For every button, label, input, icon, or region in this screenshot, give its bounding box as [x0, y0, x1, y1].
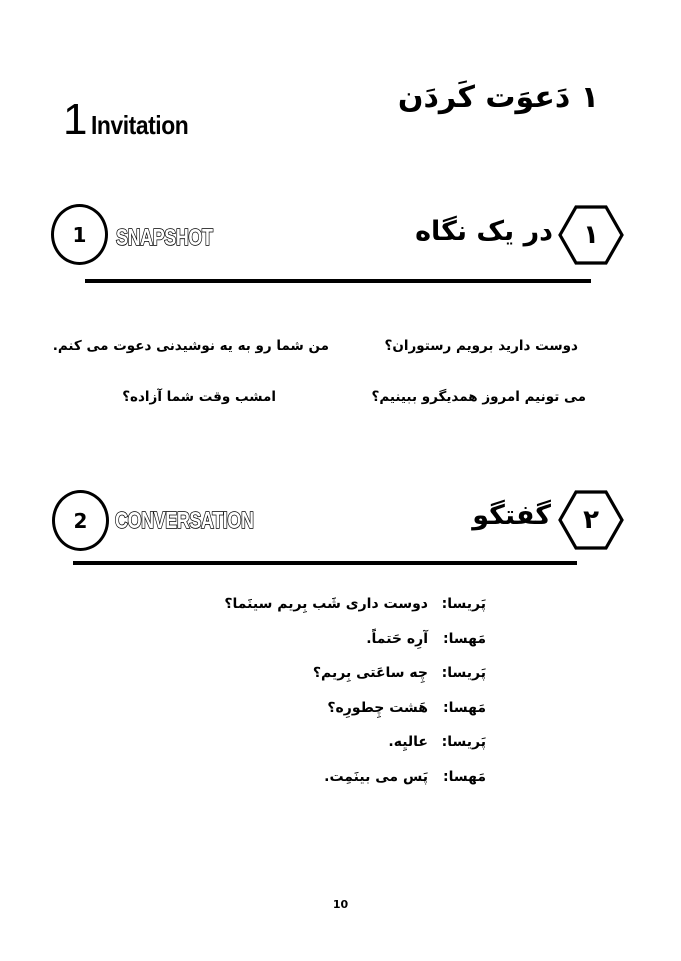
section-number-circle — [51, 204, 108, 265]
dialogue-text: چِه ساعَتی بِریم؟ — [312, 665, 428, 681]
speaker-name: مَهسا: — [442, 699, 486, 716]
section-label-conversation: CONVERSATION — [115, 507, 254, 533]
dialogue-line — [224, 665, 486, 700]
speaker-name: پَریسا: — [441, 596, 486, 612]
dialogue-line — [224, 700, 486, 735]
hexagon-number: ۱ — [583, 220, 599, 250]
speaker-name: پَریسا: — [441, 734, 486, 750]
dialogue-text: عالیِه. — [388, 734, 428, 750]
hexagon-number: ۲ — [583, 505, 599, 535]
lesson-title-word: Invitation — [91, 110, 189, 140]
dialogue-text: هَشت چِطورِه؟ — [327, 699, 428, 716]
section-title-fa: در یک نگاه — [415, 216, 553, 247]
section-label-snapshot: SNAPSHOT — [116, 224, 213, 250]
dialogue-line — [224, 734, 486, 769]
speaker-name: پَریسا: — [441, 665, 486, 681]
section-title-fa: گفتگو — [472, 500, 551, 531]
section-number: 1 — [72, 222, 87, 247]
dialogue-line — [224, 769, 486, 804]
section-divider — [85, 279, 591, 283]
phrase: می تونیم امروز همدیگرو ببینیم؟ — [371, 389, 586, 405]
dialogue-line — [224, 631, 486, 666]
dialogue-text: پَس می بینَمِت. — [324, 768, 428, 785]
dialogue-text: دوست داری شَب بِریم سینَما؟ — [224, 596, 428, 612]
phrase: من شما رو به یه نوشیدنی دعوت می کنم. — [52, 338, 329, 354]
section-number-hexagon — [558, 490, 624, 550]
page-number: 10 — [332, 898, 349, 911]
phrase: امشب وقت شما آزاده؟ — [122, 389, 276, 405]
lesson-title-en — [63, 95, 202, 144]
lesson-title-fa: ۱ دَعوَت کَردَن — [397, 80, 599, 115]
section-number: 2 — [73, 508, 88, 533]
section-number-circle — [52, 490, 109, 551]
speaker-name: مَهسا: — [442, 630, 486, 647]
speaker-name: مَهسا: — [442, 768, 486, 785]
dialogue-text: آرِه حَتماً. — [366, 630, 428, 647]
section-divider — [73, 561, 577, 565]
conversation-dialogue — [224, 596, 486, 803]
lesson-number: 1 — [63, 95, 88, 144]
section-number-hexagon — [558, 205, 624, 265]
dialogue-line — [224, 596, 486, 631]
phrase: دوست دارید برویم رستوران؟ — [384, 338, 578, 354]
